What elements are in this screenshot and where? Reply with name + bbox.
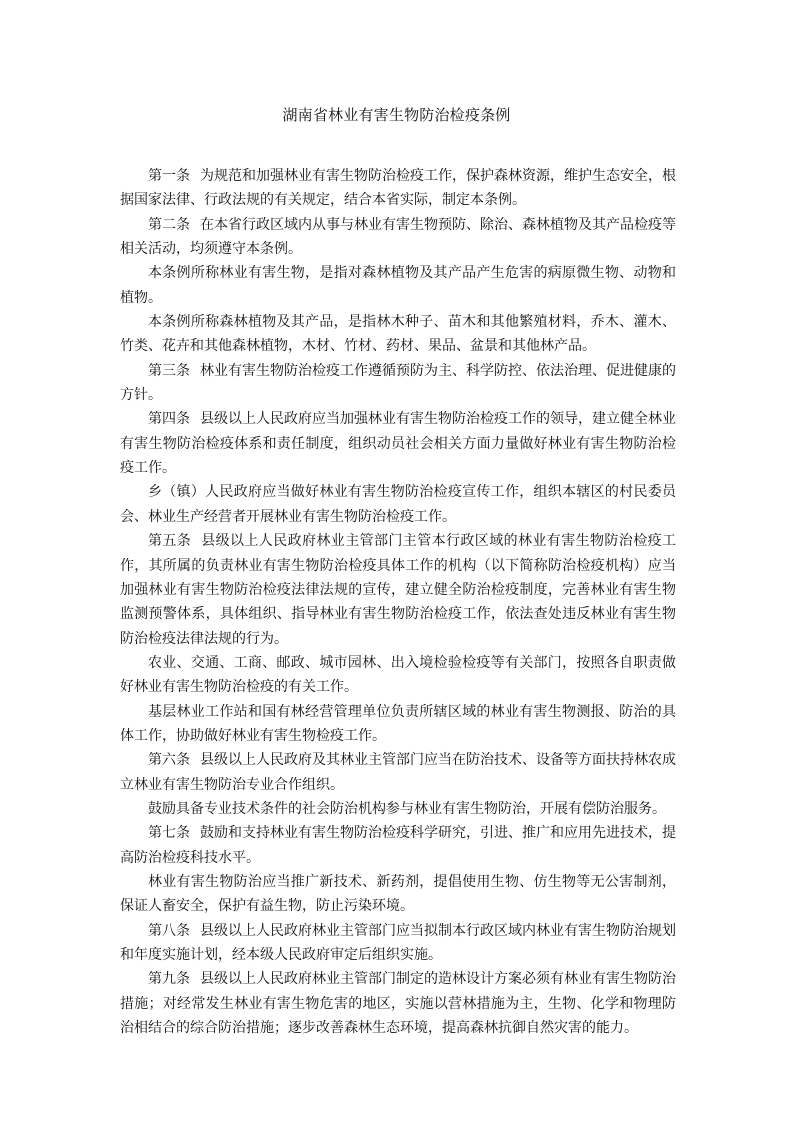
paragraph <box>120 164 676 213</box>
paragraph-text: 县级以上人民政府应当加强林业有害生物防治检疫工作的领导，建立健全林业有害生物防治检疫体系和责任制度，组织动员社会相关方面力量做好林业有害生物防治检疫工作。 <box>120 411 676 477</box>
article-number: 第七条 <box>148 825 190 842</box>
paragraph-text: 县级以上人民政府林业主管部门主管本行政区域的林业有害生物防治检疫工作，其所属的负责林业有害生物防治检疫具体工作的机构（以下简称防治检疫机构）应当加强林业有害生物防治检疫法律法规的宣传，建立健全防治检疫制度，完善林业有害生物监测预警体系，具体组织、指导林业有害生物防治检疫工作，依法查处违反林业有害生物防治检疫法律法规的行为。 <box>120 533 677 647</box>
article-number: 第二条 <box>148 216 190 233</box>
paragraph-text: 林业有害生物防治检疫工作遵循预防为主、科学防控、依法治理、促进健康的方针。 <box>120 362 676 404</box>
paragraph-text: 县级以上人民政府及其林业主管部门应当在防治技术、设备等方面扶持林农成立林业有害生物防治专业合作组织。 <box>120 752 676 793</box>
paragraph-text: 农业、交通、工商、邮政、城市园林、出入境检验检疫等有关部门，按照各自职责做好林业有害生物防治检疫的有关工作。 <box>120 654 676 696</box>
paragraph <box>120 797 676 821</box>
paragraph-text: 本条例所称林业有害生物，是指对森林植物及其产品产生危害的病原微生物、动物和植物。 <box>120 265 676 306</box>
paragraph <box>120 359 676 408</box>
paragraph <box>120 748 676 797</box>
paragraph <box>120 967 676 1040</box>
paragraph <box>120 821 676 870</box>
paragraph <box>120 700 676 749</box>
paragraph-text: 为规范和加强林业有害生物防治检疫工作，保护森林资源，维护生态安全，根据国家法律、行政法规的有关规定，结合本省实际，制定本条例。 <box>120 168 676 209</box>
paragraph <box>120 213 676 262</box>
paragraph-text: 乡（镇）人民政府应当做好林业有害生物防治检疫宣传工作，组织本辖区的村民委员会、林业生产经营者开展林业有害生物防治检疫工作。 <box>120 484 676 525</box>
article-number: 第一条 <box>148 168 190 184</box>
document-body <box>120 164 676 1040</box>
paragraph-text: 林业有害生物防治应当推广新技术、新药剂，提倡使用生物、仿生物等无公害制剂，保证人畜安全，保护有益生物，防止污染环境。 <box>120 873 676 915</box>
paragraph-text: 在本省行政区域内从事与林业有害生物预防、除治、森林植物及其产品检疫等相关活动，均须遵守本条例。 <box>120 216 676 258</box>
paragraph <box>120 529 676 651</box>
paragraph-text: 鼓励和支持林业有害生物防治检疫科学研究，引进、推广和应用先进技术，提高防治检疫科技水平。 <box>120 825 676 866</box>
article-number: 第四条 <box>148 411 190 428</box>
article-number: 第五条 <box>148 533 192 550</box>
paragraph <box>120 651 676 700</box>
paragraph <box>120 870 676 919</box>
paragraph-text: 本条例所称森林植物及其产品，是指林木种子、苗木和其他繁殖材料，乔木、灌木、竹类、花卉和其他森林植物，木材、竹材、药材、果品、盆景和其他林产品。 <box>120 314 676 355</box>
paragraph <box>120 310 676 359</box>
paragraph <box>120 919 676 968</box>
article-number: 第八条 <box>148 922 190 939</box>
paragraph <box>120 407 676 480</box>
paragraph-text: 县级以上人民政府林业主管部门制定的造林设计方案必须有林业有害生物防治措施；对经常发生林业有害生物危害的地区，实施以营林措施为主，生物、化学和物理防治相结合的综合防治措施；逐步改善森林生态环境，提高森林抗御自然灾害的能力。 <box>120 971 676 1037</box>
paragraph-text: 鼓励具备专业技术条件的社会防治机构参与林业有害生物防治，开展有偿防治服务。 <box>148 800 666 817</box>
article-number: 第三条 <box>148 362 190 379</box>
article-number: 第九条 <box>148 971 190 988</box>
article-number: 第六条 <box>148 752 190 769</box>
paragraph <box>120 261 676 310</box>
paragraph-text: 县级以上人民政府林业主管部门应当拟制本行政区域内林业有害生物防治规划和年度实施计划，经本级人民政府审定后组织实施。 <box>120 922 676 963</box>
paragraph-text: 基层林业工作站和国有林经营管理单位负责所辖区域的林业有害生物测报、防治的具体工作，协助做好林业有害生物检疫工作。 <box>120 703 676 744</box>
paragraph <box>120 480 676 529</box>
document-title: 湖南省林业有害生物防治检疫条例 <box>282 106 511 124</box>
